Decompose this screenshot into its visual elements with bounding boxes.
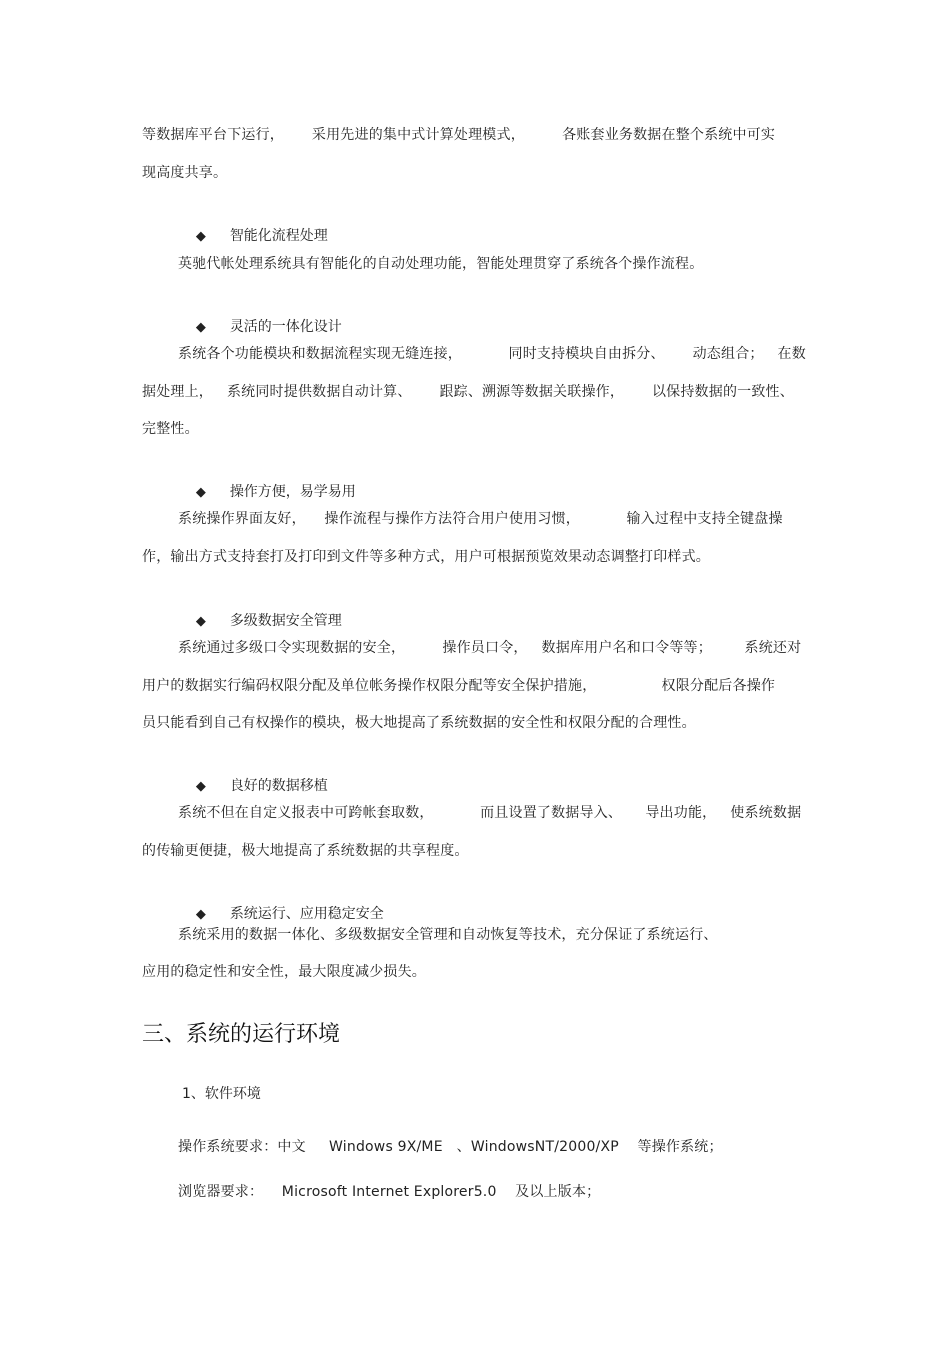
bullet-heading-text: 良好的数据移植 <box>229 778 328 794</box>
paragraph-line: 用户的数据实行编码权限分配及单位帐务操作权限分配等安全保护措施， 权限分配后各操作 <box>142 678 776 694</box>
bullet-heading-text: 智能化流程处理 <box>229 228 328 244</box>
diamond-bullet-icon: ◆ <box>195 485 206 500</box>
diamond-bullet-icon: ◆ <box>195 229 206 244</box>
paragraph-line: 员只能看到自己有权操作的模块，极大地提高了系统数据的安全性和权限分配的合理性。 <box>142 715 696 731</box>
paragraph-line: 的传输更便捷，极大地提高了系统数据的共享程度。 <box>142 843 469 859</box>
paragraph-line: 据处理上， 系统同时提供数据自动计算、 跟踪、溯源等数据关联操作， 以保持数据的一致性、 <box>142 384 794 400</box>
paragraph-line: 现高度共享。 <box>142 165 228 181</box>
section-heading: 三、系统的运行环境 <box>142 1022 341 1047</box>
bullet-heading-text: 操作方便，易学易用 <box>229 484 356 500</box>
paragraph-line: 系统各个功能模块和数据流程实现无缝连接， 同时支持模块自由拆分、 动态组合； 在数 <box>178 346 806 362</box>
paragraph-line: 应用的稳定性和安全性，最大限度减少损失。 <box>142 964 426 980</box>
os-requirement-line: 操作系统要求：中文 Windows 9X/ME 、WindowsNT/2000/XP 等操作系统； <box>178 1139 723 1155</box>
paragraph-line: 系统通过多级口令实现数据的安全， 操作员口令， 数据库用户名和口令等等； 系统还对 <box>178 640 802 656</box>
diamond-bullet-icon: ◆ <box>195 320 206 335</box>
bullet-heading-text: 多级数据安全管理 <box>229 613 342 629</box>
browser-requirement-line: 浏览器要求： Microsoft Internet Explorer5.0 及以上版本； <box>178 1184 601 1200</box>
diamond-bullet-icon: ◆ <box>195 614 206 629</box>
bullet-heading-text: 灵活的一体化设计 <box>229 319 342 335</box>
diamond-bullet-icon: ◆ <box>195 907 206 922</box>
paragraph-line: 完整性。 <box>142 421 199 437</box>
paragraph-line: 系统采用的数据一体化、多级数据安全管理和自动恢复等技术，充分保证了系统运行、 <box>178 927 718 943</box>
subsection-heading: 1、软件环境 <box>182 1086 261 1102</box>
bullet-heading-text: 系统运行、应用稳定安全 <box>229 906 384 922</box>
paragraph-line: 英驰代帐处理系统具有智能化的自动处理功能，智能处理贯穿了系统各个操作流程。 <box>178 256 704 272</box>
paragraph-line: 等数据库平台下运行， 采用先进的集中式计算处理模式， 各账套业务数据在整个系统中可实 <box>142 127 776 143</box>
diamond-bullet-icon: ◆ <box>195 779 206 794</box>
paragraph-line: 作，输出方式支持套打及打印到文件等多种方式，用户可根据预览效果动态调整打印样式。 <box>142 549 710 565</box>
paragraph-line: 系统不但在自定义报表中可跨帐套取数， 而且设置了数据导入、 导出功能， 使系统数据 <box>178 805 802 821</box>
paragraph-line: 系统操作界面友好， 操作流程与操作方法符合用户使用习惯， 输入过程中支持全键盘操 <box>178 511 783 527</box>
